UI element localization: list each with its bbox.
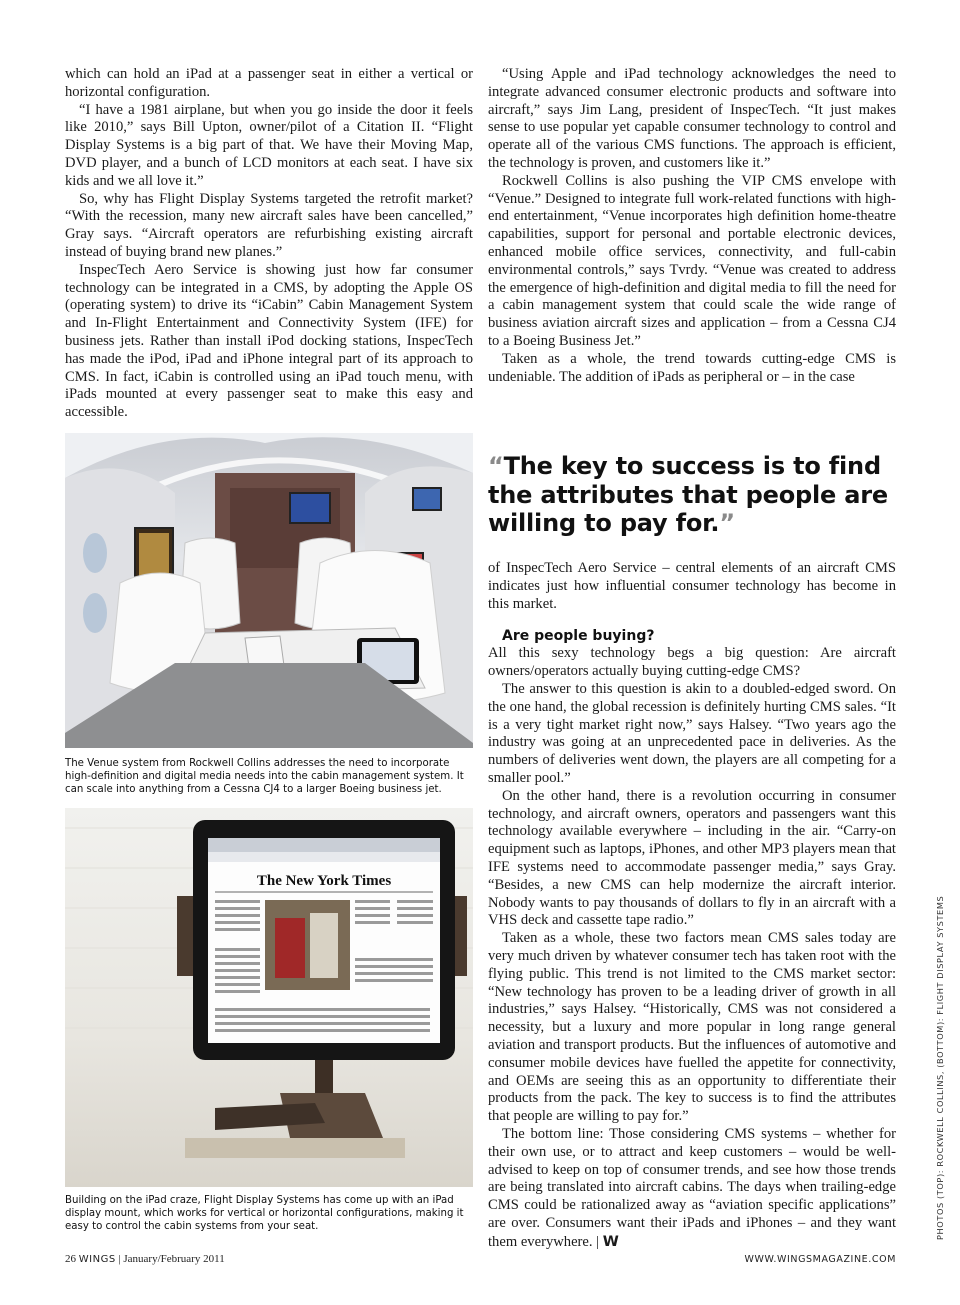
body-paragraph: “Using Apple and iPad technology acknowledges the need to integrate advanced consumer electronic products and software into aircraft,” says Jim Lang, president of InspecTech. “It just makes sense to use popular yet capable consumer technology to control and operate all of the various CMS functions. The approach is efficient, the technology is proven, and customers like it.” xyxy=(488,66,896,171)
right-column-top xyxy=(488,66,896,386)
newspaper-masthead: The New York Times xyxy=(256,873,392,889)
section-subhead: Are people buying? xyxy=(502,628,655,645)
open-quote-mark: “ xyxy=(488,452,504,480)
photo-caption: The Venue system from Rockwell Collins addresses the need to incorporate high-definition and digital media needs into the cabin management system. It can scale into anything from a Cessna CJ4 to a larger Boeing business jet. xyxy=(65,758,464,795)
body-paragraph: of InspecTech Aero Service – central elements of an aircraft CMS indicates just how influential consumer technology has become in this market. xyxy=(488,560,896,612)
ipad-mount-photo xyxy=(65,808,473,1187)
body-paragraph: InspecTech Aero Service is showing just how far consumer technology can be integrated in a CMS, by adopting the Apple OS (operating system) to drive its “iCabin” Cabin Management System and In-Flight Entertainment and Connectivity System (IFE) for business jets. Rather than install iPod docking stations, InspecTech has made the iPod, iPad and iPhone integral part of its approach to CMS. In fact, iCabin is controlled using an iPad touch menu, with iPads mounted at every passenger seat to make this easy and accessible. xyxy=(65,261,473,421)
page-number: 26 xyxy=(65,1253,76,1265)
footer-website[interactable]: WWW.WINGSMAGAZINE.COM xyxy=(744,1254,896,1265)
pull-quote-text: The key to success is to find the attributes that people are willing to pay for. xyxy=(488,452,888,537)
body-paragraph: which can hold an iPad at a passenger seat in either a vertical or horizontal configuration. xyxy=(65,66,473,100)
body-paragraph-last xyxy=(488,1126,896,1252)
footer-left xyxy=(65,1253,225,1265)
body-paragraph: Rockwell Collins is also pushing the VIP CMS envelope with “Venue.” Designed to integrate full work-related functions with high-end entertainment, “Venue incorporates high definition home-theatre capabilities, support for personal and portable electronic devices, enhanced mobile office services, connectivity, and full-cabin environmental controls,” says Tvrdy. “Venue was created to address the emergence of high-definition and digital media to fill the need for a cabin management system that could scale the wide range of business aviation aircraft sizes and application – from a Cessna CJ4 to a Boeing Business Jet.” xyxy=(488,172,896,349)
body-paragraph: Taken as a whole, these two factors mean CMS sales today are very much driven by whatever consumer tech has taken root with the flying public. This trend is not limited to the CMS market sector: “New technology has proven to be a leading driver of growth in all industries,” says Halsey. “Historically, CMS was not considered a necessity, but a luxury and more popular in long range general aviation and transport products. But the influences of automotive and consumer mobile devices have fuelled the appetite for connectivity, and OEMs are seeing this as an opportunity to differentiate their products from the pack. The key to success is to find the attributes that people are willing to pay for.” xyxy=(488,930,896,1125)
cabin-photo xyxy=(65,433,473,748)
cabin-illustration xyxy=(65,433,473,748)
body-paragraph: On the other hand, there is a revolution occurring in consumer technology, and aircraft owners, operators and passengers want this technology available everywhere – including in the air. “Carry-on equipment such as laptops, iPhones, and other MP3 players mean that IFE systems need to accommodate passenger media,” says Gray. “Besides, a new CMS can help modernize the aircraft interior. Nobody wants to pay thousands of dollars to fly in an aircraft with a VHS deck and cassette tape radio.” xyxy=(488,787,896,929)
body-paragraph: “I have a 1981 airplane, but when you go inside the door it feels like 2010,” says Bill Upton, owner/pilot of a Citation II. “Flight Display Systems is a big part of that. We have their Moving Map, DVD player, and a bunch of LCD monitors at each seat. I have six kids and we all love it.” xyxy=(65,101,473,189)
body-paragraph: So, why has Flight Display Systems targeted the retrofit market? “With the recession, many new aircraft sales have been cancelled,” Gray says. “Aircraft operators are refurbishing existing aircraft instead of buying brand new planes.” xyxy=(65,190,473,260)
body-paragraph: The answer to this question is akin to a doubled-edged sword. On the one hand, the global recession is definitely hurting CMS sales. “It is a very tight market right now,” says Halsey. “Two years ago the industry was going at an unprecedented pace in deliveries. As the numbers of deliveries went down, the players are all competing for a smaller pool.” xyxy=(488,680,896,786)
issue-date: January/February 2011 xyxy=(123,1253,225,1265)
footer-separator: | xyxy=(118,1253,121,1265)
end-mark: W xyxy=(602,1232,619,1250)
body-paragraph: Taken as a whole, the trend towards cutting-edge CMS is undeniable. The addition of iPads as peripheral or – in the case xyxy=(488,350,896,385)
photo-caption: Building on the iPad craze, Flight Display Systems has come up with an iPad display mount, which works for vertical or horizontal configurations, making it easy to control the cabin systems from your seat. xyxy=(65,1195,464,1232)
ipad-mount-illustration xyxy=(65,808,473,1187)
right-column-bottom xyxy=(488,560,896,1251)
photo-credit: PHOTOS (TOP): ROCKWELL COLLINS, (BOTTOM): FLIGHT DISPLAY SYSTEMS xyxy=(935,895,945,1240)
body-paragraph: All this sexy technology begs a big question: Are aircraft owners/operators actually buying cutting-edge CMS? xyxy=(488,645,896,680)
close-quote-mark: ” xyxy=(719,509,735,537)
last-paragraph-text: The bottom line: Those considering CMS systems – whether for their own use, or to attract and keep customers – would be well-advised to keep on top of consumer trends, and see how those trends are being translated into aircraft cabins. The days when trailing-edge CMS could be rationalized away as “aviation specific applications” are over. Consumers want their iPads and iPhones – and they want them everywhere. | xyxy=(488,1125,896,1250)
pull-quote xyxy=(488,452,898,538)
left-column xyxy=(65,66,473,422)
magazine-name: WINGS xyxy=(78,1254,116,1265)
